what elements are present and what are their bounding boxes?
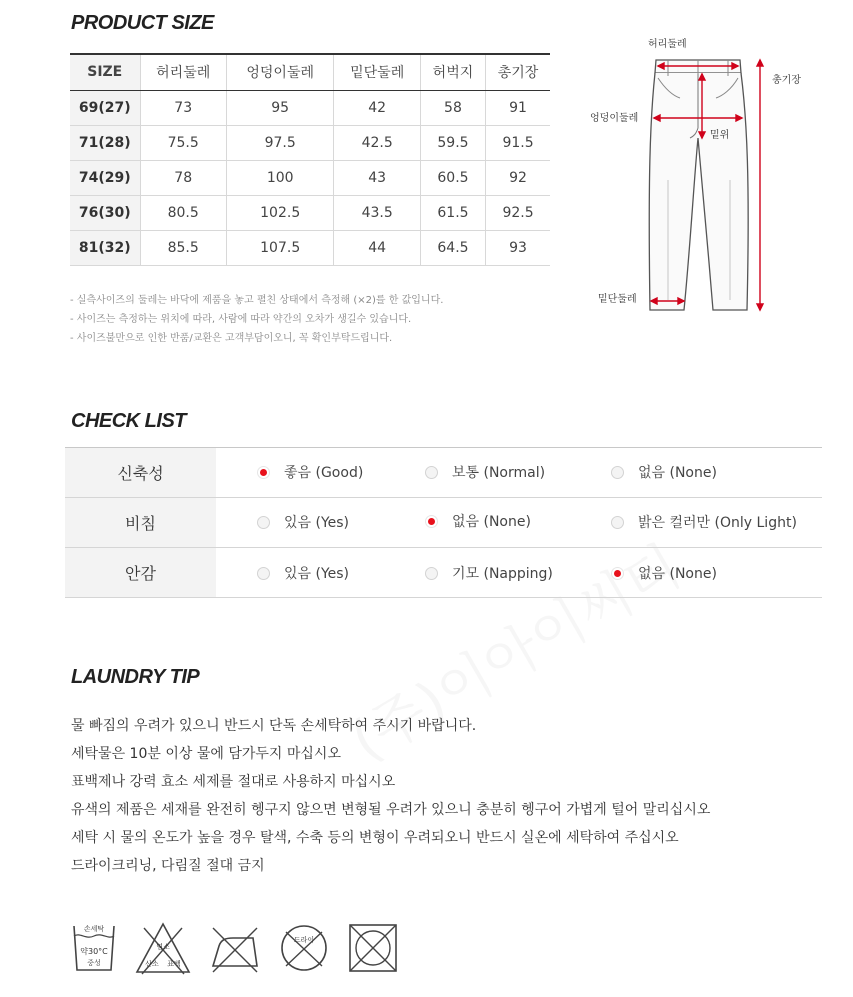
- radio-empty-icon: [611, 466, 624, 479]
- cell: 85.5: [140, 230, 226, 265]
- tip-line: 표백제나 강력 효소 세제를 절대로 사용하지 마십시오: [71, 774, 396, 790]
- cell: 100: [226, 160, 334, 195]
- cell: 43.5: [334, 195, 420, 230]
- table-row: [70, 90, 550, 125]
- laundry-tip-title: LAUNDRY TIP: [71, 666, 200, 688]
- cell: 92.5: [486, 195, 550, 230]
- table-row: [70, 160, 550, 195]
- check-list-title: CHECK LIST: [71, 410, 186, 432]
- dry-clean-text: 드라이: [293, 936, 315, 944]
- care-icons: [71, 920, 416, 976]
- row-size: 71(28): [70, 125, 140, 160]
- note-line: - 사이즈는 측정하는 위치에 따라, 사람에 따라 약간의 오차가 생길수 있습니다.: [70, 314, 412, 325]
- col-hem: 밑단둘레: [334, 54, 420, 90]
- option-label: 없음 (None): [452, 514, 531, 530]
- table-row: [70, 230, 550, 265]
- radio-selected-icon: [257, 466, 270, 479]
- cell: 59.5: [420, 125, 485, 160]
- cell: 42: [334, 90, 420, 125]
- tip-line: 세탁 시 물의 온도가 높을 경우 탈색, 수축 등의 변형이 우려되오니 반드시 실온에 세탁하여 주십시오: [71, 830, 679, 846]
- option-label: 기모 (Napping): [452, 566, 553, 582]
- check-row-label: 안감: [65, 548, 216, 597]
- cell: 80.5: [140, 195, 226, 230]
- col-thigh: 허벅지: [420, 54, 485, 90]
- option-seethrough-none[interactable]: [425, 511, 531, 531]
- laundry-tips: [71, 712, 710, 880]
- row-size: 74(29): [70, 160, 140, 195]
- cell: 91: [486, 90, 550, 125]
- row-size: 76(30): [70, 195, 140, 230]
- cell: 44: [334, 230, 420, 265]
- cell: 73: [140, 90, 226, 125]
- option-label: 밝은 컬러만 (Only Light): [638, 515, 797, 531]
- handwash-temp-text: 약30°C: [80, 947, 108, 956]
- pants-outline-icon: [649, 60, 748, 310]
- option-label: 보통 (Normal): [452, 465, 546, 481]
- check-list-table: [65, 447, 822, 598]
- radio-selected-icon: [611, 567, 624, 580]
- size-table: [70, 53, 550, 266]
- table-row: [70, 195, 550, 230]
- no-dry-clean-icon: [278, 920, 330, 976]
- radio-empty-icon: [425, 567, 438, 580]
- row-size: 81(32): [70, 230, 140, 265]
- option-label: 있음 (Yes): [284, 515, 350, 531]
- option-stretch-none[interactable]: [611, 462, 717, 482]
- table-row: [70, 125, 550, 160]
- handwash-icon: [71, 920, 117, 976]
- cell: 64.5: [420, 230, 485, 265]
- col-size: SIZE: [70, 54, 140, 90]
- option-label: 좋음 (Good): [284, 465, 364, 481]
- pants-diagram: [588, 30, 818, 320]
- cell: 58: [420, 90, 485, 125]
- cell: 61.5: [420, 195, 485, 230]
- cell: 43: [334, 160, 420, 195]
- option-stretch-good[interactable]: [257, 462, 363, 482]
- bleach-chlorine-text: 염소: [156, 943, 170, 951]
- option-seethrough-only-light[interactable]: [611, 512, 797, 532]
- no-tumble-dry-icon: [347, 920, 399, 976]
- tip-line: 드라이크리닝, 다림질 절대 금지: [71, 858, 265, 874]
- radio-selected-icon: [425, 515, 438, 528]
- handwash-text: 손세탁: [83, 925, 105, 933]
- tip-line: 물 빠짐의 우려가 있으니 반드시 단독 손세탁하여 주시기 바랍니다.: [71, 718, 477, 734]
- cell: 75.5: [140, 125, 226, 160]
- option-label: 없음 (None): [638, 465, 717, 481]
- cell: 92: [486, 160, 550, 195]
- label-length: 총기장: [772, 75, 801, 86]
- label-hem: 밑단둘레: [598, 294, 637, 305]
- radio-empty-icon: [257, 516, 270, 529]
- option-lining-napping[interactable]: [425, 563, 553, 583]
- cell: 93: [486, 230, 550, 265]
- radio-empty-icon: [425, 466, 438, 479]
- cell: 97.5: [226, 125, 334, 160]
- cell: 102.5: [226, 195, 334, 230]
- row-size: 69(27): [70, 90, 140, 125]
- check-row-label: 비침: [65, 498, 216, 547]
- option-lining-none[interactable]: [611, 563, 717, 583]
- col-hip: 엉덩이둘레: [226, 54, 334, 90]
- tip-line: 유색의 제품은 세재를 완전히 헹구지 않으면 변형될 우려가 있으니 충분히 헹구어 가볍게 털어 말리십시오: [71, 802, 711, 818]
- note-line: - 사이즈불만으로 인한 반품/교환은 고객부담이오니, 꼭 확인부탁드립니다.: [70, 333, 393, 344]
- label-waist: 허리둘레: [648, 39, 687, 50]
- tip-line: 세탁물은 10분 이상 물에 담가두지 마십시오: [71, 746, 341, 762]
- product-size-title: PRODUCT SIZE: [71, 12, 214, 34]
- label-hip: 엉덩이둘레: [590, 113, 639, 124]
- check-row-label: 신축성: [65, 448, 216, 497]
- radio-empty-icon: [257, 567, 270, 580]
- option-seethrough-yes[interactable]: [257, 512, 349, 532]
- col-waist: 허리둘레: [140, 54, 226, 90]
- bleach-oxygen-text: 산소: [145, 960, 159, 968]
- cell: 60.5: [420, 160, 485, 195]
- option-label: 없음 (None): [638, 566, 717, 582]
- label-rise: 밑위: [710, 130, 730, 141]
- option-stretch-normal[interactable]: [425, 462, 545, 482]
- cell: 107.5: [226, 230, 334, 265]
- cell: 95: [226, 90, 334, 125]
- radio-empty-icon: [611, 516, 624, 529]
- size-table-header: [70, 54, 550, 90]
- cell: 42.5: [334, 125, 420, 160]
- col-length: 총기장: [486, 54, 550, 90]
- handwash-neutral-text: 중성: [87, 959, 101, 967]
- cell: 78: [140, 160, 226, 195]
- bleach-label-text: 표백: [167, 960, 181, 968]
- no-bleach-icon: [134, 920, 192, 976]
- option-label: 있음 (Yes): [284, 566, 350, 582]
- size-notes: [70, 291, 443, 348]
- no-iron-icon: [209, 920, 261, 976]
- option-lining-yes[interactable]: [257, 563, 349, 583]
- cell: 91.5: [486, 125, 550, 160]
- note-line: - 실측사이즈의 둘레는 바닥에 제품을 놓고 펼친 상태에서 측정해 (×2)를 한 값입니다.: [70, 295, 444, 306]
